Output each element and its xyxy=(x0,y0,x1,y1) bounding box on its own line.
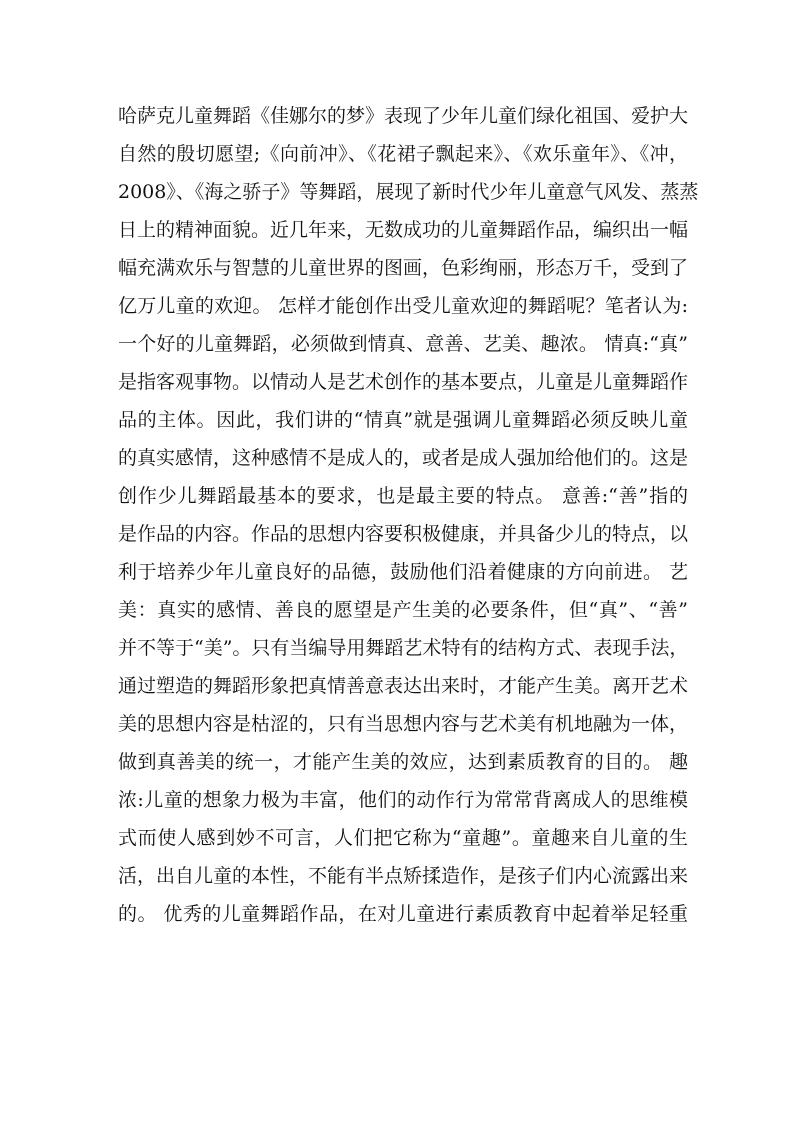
text-line: 幅充满欢乐与智慧的儿童世界的图画，色彩绚丽，形态万千，受到了 xyxy=(118,257,689,279)
text-line: 日上的精神面貌。近几年来，无数成功的儿童舞蹈作品，编织出一幅 xyxy=(118,219,689,241)
text-line: 做到真善美的统一，才能产生美的效应，达到素质教育的目的。 趣 xyxy=(118,751,688,773)
text-line: 品的主体。因此，我们讲的“情真”就是强调儿童舞蹈必须反映儿童 xyxy=(118,409,688,431)
text-line: 是作品的内容。作品的思想内容要积极健康，并具备少儿的特点，以 xyxy=(118,523,689,545)
text-line: 式而使人感到妙不可言，人们把它称为“童趣”。童趣来自儿童的生 xyxy=(118,827,688,849)
text-line: 通过塑造的舞蹈形象把真情善意表达出来时，才能产生美。离开艺术 xyxy=(118,675,689,697)
text-line: 浓:儿童的想象力极为丰富，他们的动作行为常常背离成人的思维模 xyxy=(118,789,688,811)
text-line: 的。 优秀的儿童舞蹈作品，在对儿童进行素质教育中起着举足轻重 xyxy=(118,903,688,925)
text-line: 利于培养少年儿童良好的品德，鼓励他们沿着健康的方向前进。 艺 xyxy=(118,561,688,583)
text-line: 活，出自儿童的本性，不能有半点矫揉造作，是孩子们内心流露出来 xyxy=(118,865,689,887)
text-line: 是指客观事物。以情动人是艺术创作的基本要点，儿童是儿童舞蹈作 xyxy=(118,371,689,393)
text-line: 美：真实的感情、善良的愿望是产生美的必要条件，但“真”、“善” xyxy=(118,599,688,621)
text-line: 哈萨克儿童舞蹈《佳娜尔的梦》表现了少年儿童们绿化祖国、爱护大 xyxy=(118,105,689,127)
text-line: 2008》、《海之骄子》等舞蹈，展现了新时代少年儿童意气风发、蒸蒸 xyxy=(118,181,699,203)
text-line: 亿万儿童的欢迎。 怎样才能创作出受儿童欢迎的舞蹈呢？笔者认为: xyxy=(118,295,688,317)
body-text xyxy=(118,97,699,933)
text-line: 并不等于“美”。只有当编导用舞蹈艺术特有的结构方式、表现手法， xyxy=(118,637,689,659)
text-line: 创作少儿舞蹈最基本的要求，也是最主要的特点。 意善:“善”指的 xyxy=(118,485,688,507)
text-line: 自然的殷切愿望;《向前冲》、《花裙子飘起来》、《欢乐童年》、《冲， xyxy=(118,143,688,165)
text-line: 的真实感情，这种感情不是成人的，或者是成人强加给他们的。这是 xyxy=(118,447,689,469)
text-line: 一个好的儿童舞蹈，必须做到情真、意善、艺美、趣浓。 情真:“真” xyxy=(118,333,688,355)
text-line: 美的思想内容是枯涩的，只有当思想内容与艺术美有机地融为一体， xyxy=(118,713,689,735)
